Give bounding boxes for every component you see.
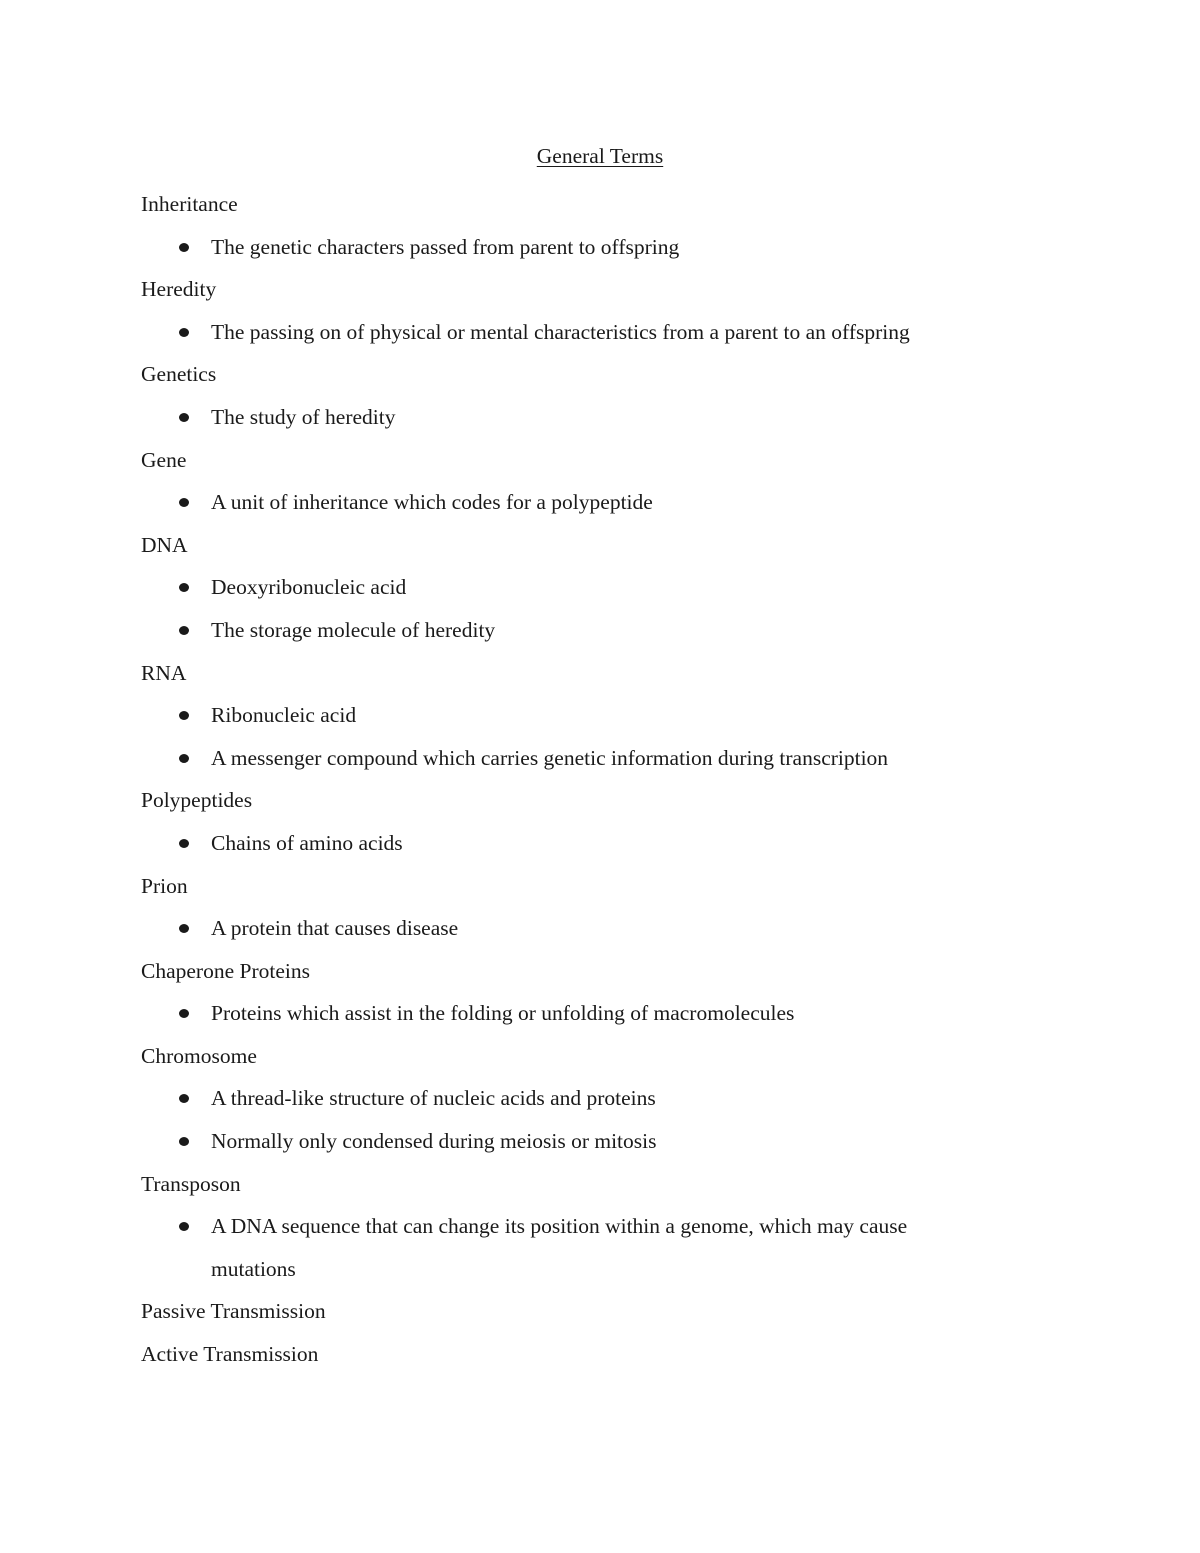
bullet-icon	[179, 1009, 189, 1018]
term-heading: Polypeptides	[141, 788, 253, 813]
bullet-icon	[179, 626, 189, 635]
definition-text: Normally only condensed during meiosis or mitosis	[211, 1129, 657, 1154]
bullet-icon	[179, 243, 189, 252]
term-heading: Chromosome	[141, 1043, 257, 1068]
definition-text: Ribonucleic acid	[211, 703, 357, 728]
definition-list	[141, 566, 991, 651]
definition-item	[211, 907, 991, 950]
definition-text: The study of heredity	[211, 404, 396, 429]
definition-text: The storage molecule of heredity	[211, 617, 496, 642]
definition-text: Chains of amino acids	[211, 830, 403, 855]
definition-list	[141, 396, 991, 439]
definition-list	[141, 992, 991, 1035]
term-heading: Active Transmission	[141, 1342, 319, 1367]
definition-item	[211, 226, 991, 269]
term-heading: Genetics	[141, 362, 217, 387]
definition-item	[211, 737, 991, 780]
definition-text: The genetic characters passed from parent to offspring	[211, 234, 680, 259]
definition-text: Proteins which assist in the folding or unfolding of macromolecules	[211, 1001, 795, 1026]
definition-list	[141, 481, 991, 524]
definition-item	[211, 396, 991, 439]
definition-text: A thread-like structure of nucleic acids and proteins	[211, 1086, 656, 1111]
bullet-icon	[179, 711, 189, 720]
definition-text: Deoxyribonucleic acid	[211, 575, 407, 600]
term-heading: Heredity	[141, 277, 217, 302]
term-heading: Passive Transmission	[141, 1299, 326, 1324]
bullet-icon	[179, 498, 189, 507]
bullet-icon	[179, 583, 189, 592]
definition-list	[141, 226, 991, 269]
bullet-icon	[179, 413, 189, 422]
term-heading: Prion	[141, 873, 188, 898]
definition-list	[141, 1205, 991, 1290]
definition-list	[141, 822, 991, 865]
definition-item	[211, 609, 991, 652]
definition-item	[211, 694, 991, 737]
page-title: General Terms	[536, 144, 664, 168]
definition-text: A DNA sequence that can change its position within a genome, which may cause mutations	[211, 1214, 908, 1281]
definition-list	[141, 1077, 991, 1162]
term-list	[141, 183, 991, 1376]
definition-list	[141, 694, 991, 779]
definition-item	[211, 481, 991, 524]
term-heading: Transposon	[141, 1171, 241, 1196]
definition-text: The passing on of physical or mental characteristics from a parent to an offspring	[211, 319, 910, 344]
bullet-icon	[179, 1094, 189, 1103]
definition-item	[211, 1205, 991, 1290]
term-heading: DNA	[141, 532, 188, 557]
definition-item	[211, 311, 991, 354]
bullet-icon	[179, 1222, 189, 1231]
bullet-icon	[179, 839, 189, 848]
definition-text: A unit of inheritance which codes for a polypeptide	[211, 490, 653, 515]
bullet-icon	[179, 1137, 189, 1146]
definition-text: A protein that causes disease	[211, 916, 459, 941]
definition-list	[141, 311, 991, 354]
bullet-icon	[179, 924, 189, 933]
bullet-icon	[179, 754, 189, 763]
definition-item	[211, 1077, 991, 1120]
definition-list	[141, 907, 991, 950]
term-heading: RNA	[141, 660, 187, 685]
definition-text: A messenger compound which carries genetic information during transcription	[211, 745, 889, 770]
bullet-icon	[179, 328, 189, 337]
definition-item	[211, 822, 991, 865]
definition-item	[211, 566, 991, 609]
definition-item	[211, 1120, 991, 1163]
term-heading: Chaperone Proteins	[141, 958, 310, 983]
term-heading: Inheritance	[141, 192, 238, 216]
definition-item	[211, 992, 991, 1035]
term-heading: Gene	[141, 447, 187, 472]
